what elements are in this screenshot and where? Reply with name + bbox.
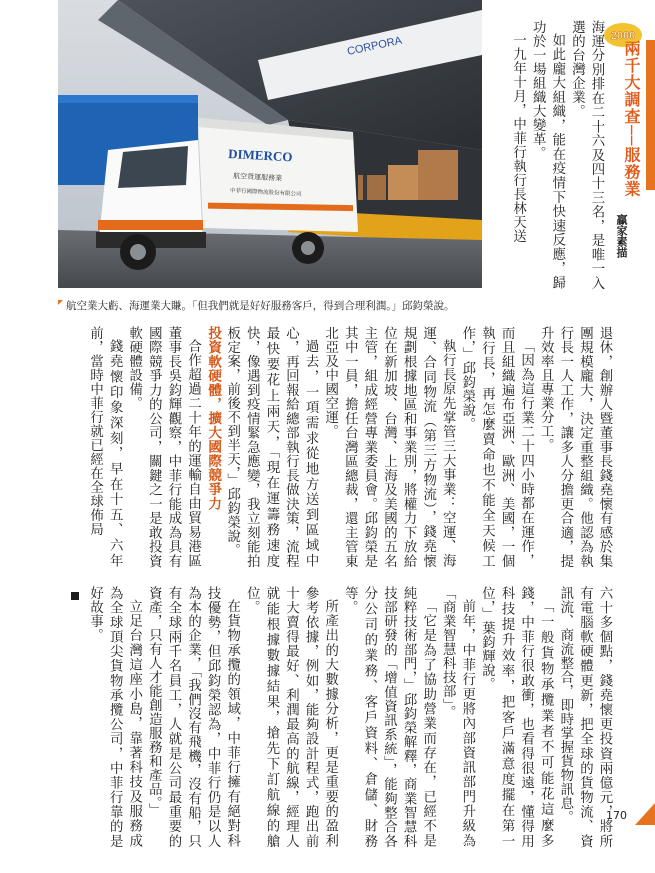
paragraph: 海運分別排在二十六及四十三名，是唯一入選的台灣企業。 (569, 20, 604, 290)
truck-warehouse-photo (58, 0, 482, 288)
section-byline: 贏家素描 (615, 214, 628, 258)
paragraph: 前年，中菲行更將內部資訊部門升級為「商業智慧科技部」。 (440, 586, 475, 848)
article-photo (58, 0, 482, 288)
truck-subtitle-text: 航空貨運服務業 (232, 172, 283, 183)
paragraph: 六十多個點，錢堯懷更投資兩億元，將所有電腦軟硬體更新，把全球的貨物流、資訊流、商流整合，即時掌握貨物訊息。 (557, 586, 612, 848)
building-sign-text: CORPORA (346, 34, 404, 58)
paragraph: 所產出的大數據分析，更是重要的盈利參考依據，例如，能夠設計程式，跑出前十大賣得最好、利潤最高的航線，經理人就能根據數據結果，搶先下訂航線的艙位。 (244, 586, 338, 848)
page-corner-icon (635, 803, 655, 825)
article-text-top (494, 20, 606, 290)
end-mark-icon (71, 592, 79, 600)
paragraph: 立足台灣這座小島，靠著科技及服務成為全球頂尖貨物承攬公司，中菲行靠的是好故事。 (87, 586, 142, 848)
truck-brand-text: DIMERCO (227, 146, 293, 165)
caption-marker-icon (58, 300, 63, 310)
section-title: 兩千大調查──服務業 (622, 40, 641, 198)
subheading: 投資軟硬體，擴大國際競爭力 (205, 326, 222, 511)
paragraph: 錢堯懷印象深刻，早在十五、六年前，當時中菲行就已經在全球佈局 (87, 326, 123, 568)
badge-year-text: 2000 (610, 30, 636, 42)
paragraph: 過去，一項需求從地方送到區域中心，再回報給總部執行長做決策，流程最快要花上兩天，「現在運籌務速度快，像遇到疫情緊急應變，我立刻能拍板定案，前後不到半天，」邱鈞榮說。 (224, 326, 319, 568)
paragraph: 合作超過二十年的運輸自由貿易港區董事長吳鈞輝觀察，中菲行能成為具有國際競爭力的公司，關鍵之一是敢投資軟硬體設備。 (126, 326, 201, 568)
paragraph: 在貨物承攬的領域，中菲行擁有絕對科技優勢，但邱鈞榮認為，中菲行仍是以人為本的企業，「我們沒有飛機，沒有船，只有全球兩千名員工，人就是公司最重要的資產，只有人才能創造服務和產品。」 (146, 586, 240, 848)
paragraph: 「它是為了協助營業而存在，已經不是純粹技術部門，」邱鈞榮解釋，商業智慧科技部研發的「增值資訊系統」，能夠整合各分公司的業務、客戶資料、倉儲、財務等。 (342, 586, 436, 848)
truck-small-text: 中菲行國際物流股份有限公司 (229, 188, 302, 198)
paragraph: 如此龐大組織，能在疫情下快速反應，歸功於一場組織大變革。 (530, 20, 565, 290)
paragraph: 「一般貨物承攬業者不可能花這麼多錢，中菲行很敢衝，也看得很遠，懂得用科技提升效率，把客戶滿意度擺在第一位，」葉鈞輝說。 (479, 586, 554, 848)
page-number: 170 (606, 809, 627, 822)
paragraph: 退休，創辦人暨董事長錢堯懷有感於集團規模龐大，決定重整組織。他認為執行長一人工作，讓多人分擔更合適，提升效率且專業分工。 (538, 326, 612, 568)
article-text-middle (58, 326, 614, 568)
section-color-strip (646, 40, 655, 190)
caption-text: 航空業大虧、海運業大賺。「但我們就是好好服務客戶，得到合理利潤。」邱鈞榮說。 (66, 300, 455, 312)
paragraph: 一九年十月，中菲行執行長林天送 (510, 33, 526, 244)
photo-caption (58, 298, 488, 314)
article-text-bottom (58, 586, 614, 848)
paragraph: 執行長原先掌管三大事業：空運、海運、合同物流（第三方物流），錢堯懷規劃根據地區和事業別，將權力下放給位在新加坡、台灣、上海及美國的五名主管，組成經營專業委員會。邱鈞榮是其中一員，擔任台灣區總裁，還主管東北亞及中國空運。 (322, 326, 456, 568)
paragraph: 「因為這行業二十四小時都在運作，而且組織遍布亞洲、歐洲、美國，一個執行長，再怎麼賣命也不能全天候工作，」邱鈞榮說。 (459, 326, 534, 568)
